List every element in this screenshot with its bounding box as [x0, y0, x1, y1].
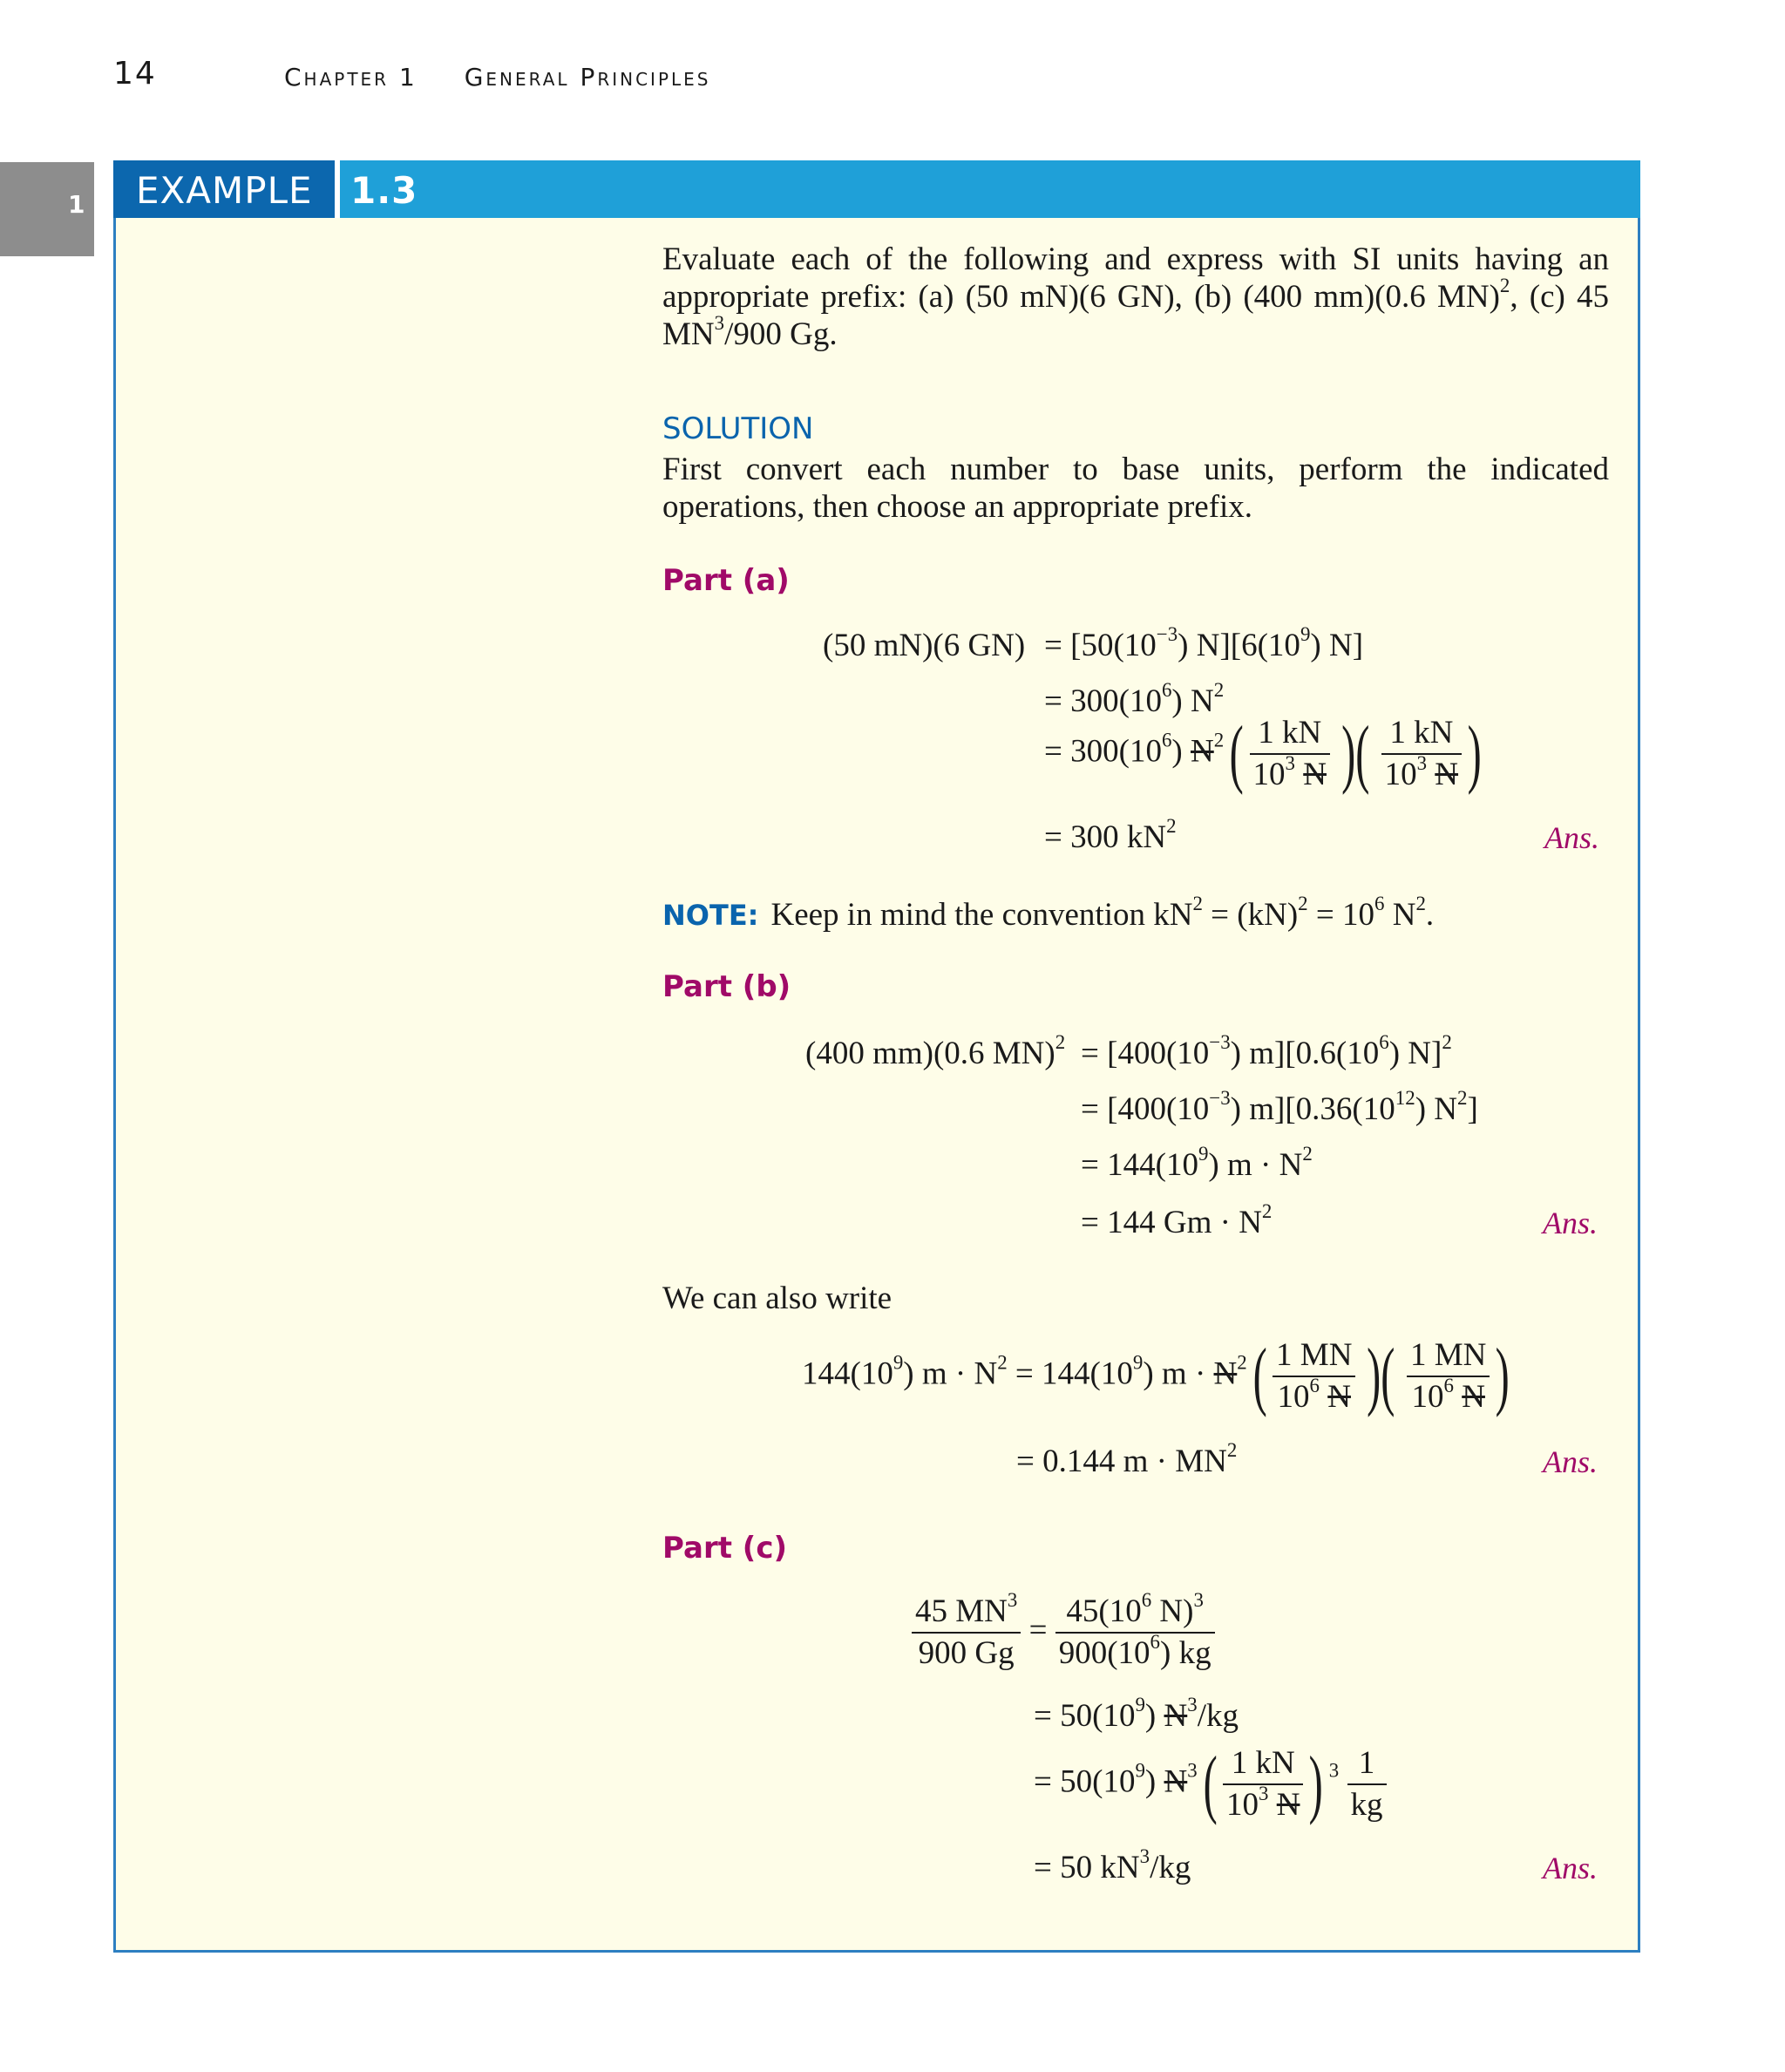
part-c-line-2: = $50(10^9)$ $N^3/kg$ — [1034, 1693, 1239, 1734]
also-write: We can also write — [662, 1281, 892, 1316]
problem-statement — [662, 241, 1609, 353]
part-a-lhs: (50 mN)(6 GN) — [823, 628, 1026, 663]
example-label: EXAMPLE — [136, 169, 313, 212]
problem-sup-2: 2 — [1499, 274, 1510, 296]
solution-heading: SOLUTION — [662, 411, 814, 446]
fraction-rhs: $\frac{45(10^6 N)^3}{900(10^6) kg}$ — [1055, 1592, 1215, 1674]
page-number: 14 — [113, 56, 157, 92]
fraction-kn-c: $\frac{1 kN}{10^3 N}$ — [1223, 1743, 1303, 1825]
part-b-line-1: = [$400(10^{-3})$ $m][0.6(10^6)$ N]$^2$ — [1081, 1030, 1452, 1071]
part-a-heading: Part (a) — [662, 563, 790, 598]
part-a-line-2: = $300(10^6)$ $N^2$ — [1044, 678, 1225, 719]
running-head — [284, 63, 710, 92]
part-b-ans-2: Ans. — [1543, 1444, 1598, 1479]
note-line: NOTE: Keep in mind the convention $kN^2 = (kN)^2 = 10^6$ $N^2$. — [662, 892, 1435, 933]
fraction-per-kg: $\frac{1}{kg}$ — [1347, 1743, 1387, 1825]
part-b-heading: Part (b) — [662, 969, 791, 1004]
fraction-lhs: $\frac{45 MN^3}{900 Gg}$ — [912, 1592, 1021, 1674]
problem-sup-3: 3 — [714, 311, 725, 334]
part-a-ans: Ans. — [1544, 820, 1599, 855]
part-b-line-3: = $144(10^9) m \cdot N^2$ — [1081, 1142, 1313, 1183]
part-c-heading: Part (c) — [662, 1531, 788, 1566]
chapter-title: General Principles — [464, 63, 711, 92]
part-b-alt-line: $144(10^9) m \cdot N^2 = 144(10^9) m \cdot N^2$( $\frac{1 MN}{10^6 N}$ )( $\frac{1 MN}{10^6 N}$ ) — [802, 1334, 1510, 1418]
problem-tail-1: , (c) 45 MN — [662, 279, 1609, 352]
part-b-result: = 144 $Gm \cdot N^2$ — [1081, 1199, 1273, 1240]
part-a-result: = 300 $kN^2$ — [1044, 814, 1177, 855]
part-a-line-1: = [$50(10^{-3})$ $N][6(10^9)$ N] — [1044, 622, 1364, 663]
example-banner — [113, 160, 1640, 218]
chapter-label: Chapter 1 — [284, 63, 417, 92]
problem-intro: Evaluate each of the following and express with SI units having an appropriate prefix: (a) (50 mN)(6 GN), (b) (400 mm)(0.6 MN) — [662, 241, 1609, 315]
part-b-alt-result: = 0.144 $m \cdot MN^2$ — [1016, 1438, 1238, 1479]
example-number: 1.3 — [350, 169, 418, 212]
fraction-kn: $\frac{1 kN}{10^3 N}$ — [1250, 713, 1330, 795]
part-b-line-2: = [$400(10^{-3})$ $m][0.36(10^{12})$ $N^2$] — [1081, 1086, 1478, 1127]
fraction-mn: $\frac{1 MN}{10^6 N}$ — [1407, 1335, 1490, 1417]
part-c-result: = 50 $kN^3/kg$ — [1034, 1844, 1191, 1885]
note-label: NOTE: — [662, 899, 759, 932]
part-c-line-1: $\frac{45 MN^3}{900 Gg}$ = $\frac{45(10^6 N)^3}{900(10^6) kg}$ — [912, 1592, 1215, 1674]
solution-text: First convert each number to base units, perform the indicated operations, then choose an appropriate prefix. — [662, 452, 1609, 525]
chapter-tab-number: 1 — [68, 190, 85, 219]
part-c-ans: Ans. — [1543, 1851, 1598, 1885]
banner-separator — [335, 160, 340, 218]
part-a-line-3: = $300(10^6)$ $N^2$( $\frac{1 kN}{10^3 N}$ )( $\frac{1 kN}{10^3 N}$ ) — [1044, 711, 1482, 796]
chapter-tab — [0, 162, 94, 256]
fraction-kn: $\frac{1 kN}{10^3 N}$ — [1381, 713, 1462, 795]
fraction-mn: $\frac{1 MN}{10^6 N}$ — [1273, 1335, 1355, 1417]
part-b-lhs: (400 mm)(0.6 MN)$^2$ — [805, 1030, 1066, 1071]
note-text: Keep in mind the convention kN — [770, 897, 1193, 933]
problem-tail-2: /900 Gg. — [724, 316, 838, 352]
part-b-ans-1: Ans. — [1543, 1206, 1598, 1240]
part-c-line-3: = $50(10^9)$ $N^3$( $\frac{1 kN}{10^3 N}$ ) $^3$ $\frac{1}{kg}$ — [1034, 1743, 1387, 1825]
